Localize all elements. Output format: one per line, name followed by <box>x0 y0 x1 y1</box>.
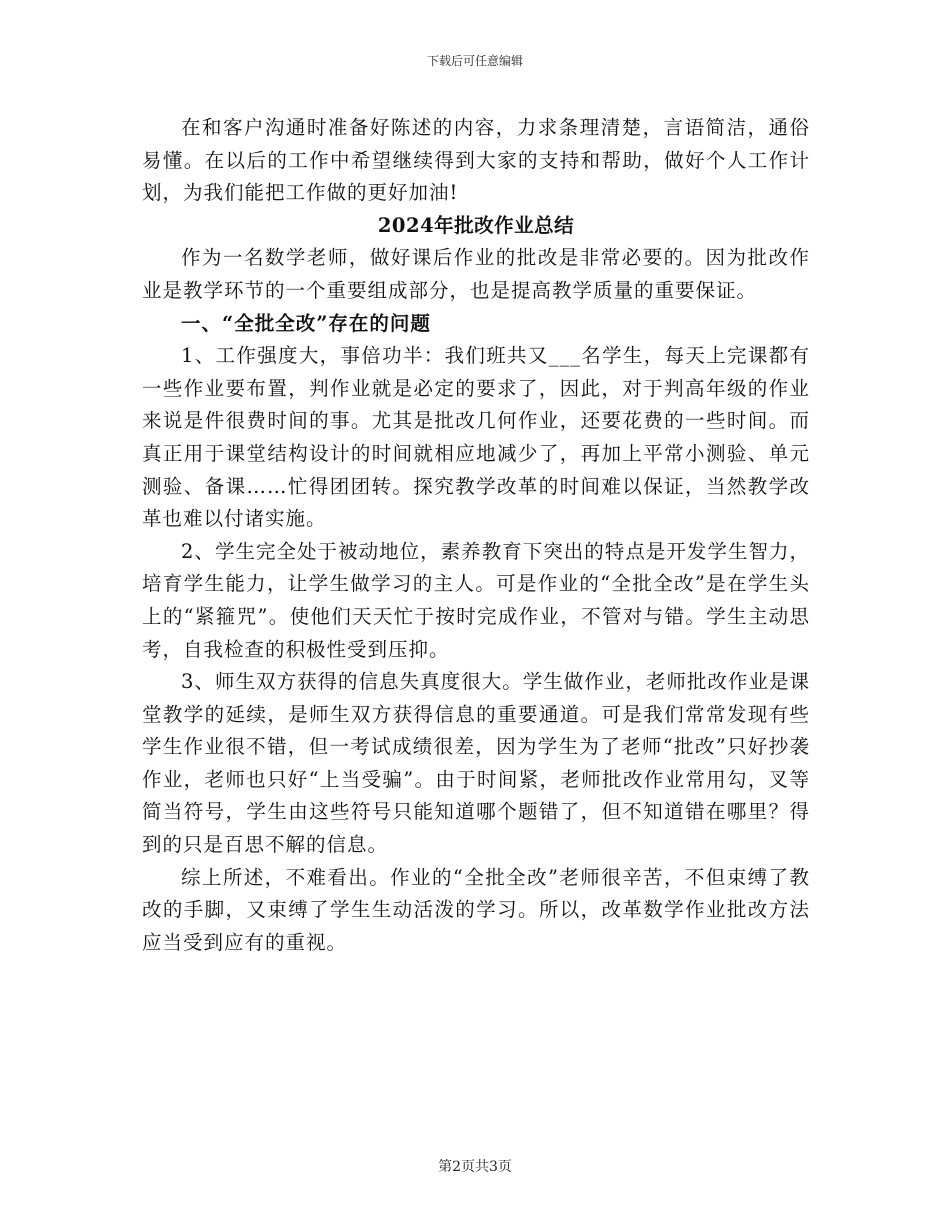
document-title: 2024年批改作业总结 <box>377 213 575 237</box>
problem-point-1: 1、工作强度大，事倍功半：我们班共又___名学生，每天上完课都有一些作业要布置，判作业就是必定的要求了，因此，对于判高年级的作业来说是件很费时间的事。尤其是批改几何作业，还要花费的一些时间。而真正用于课堂结构设计的时间就相应地减少了，再加上平常小测验、单元测验、备课……忙得团团转。探究教学改革的时间难以保证，当然教学改革也难以付诸实施。 <box>142 344 810 531</box>
document-body <box>142 112 810 959</box>
page-header: 下载后可任意编辑 <box>426 54 523 68</box>
section-heading-problems: 一、“全批全改”存在的问题 <box>181 311 431 335</box>
problem-point-2: 2、学生完全处于被动地位，素养教育下突出的特点是开发学生智力，培育学生能力，让学生做学习的主人。可是作业的“全批全改”是在学生头上的“紧箍咒”。使他们天天忙于按时完成作业，不管对与错。学生主动思考，自我检查的积极性受到压抑。 <box>142 539 810 661</box>
intro-paragraph: 在和客户沟通时准备好陈述的内容，力求条理清楚，言语简洁，通俗易懂。在以后的工作中希望继续得到大家的支持和帮助，做好个人工作计划，为我们能把工作做的更好加油! <box>142 116 810 205</box>
summary-paragraph: 综上所述，不难看出。作业的“全批全改”老师很辛苦，不但束缚了教改的手脚，又束缚了学生生动活泼的学习。所以，改革数学作业批改方法应当受到应有的重视。 <box>142 865 810 954</box>
problem-point-3: 3、师生双方获得的信息失真度很大。学生做作业，老师批改作业是课堂教学的延续，是师生双方获得信息的重要通道。可是我们常常发现有些学生作业很不错，但一考试成绩很差，因为学生为了老师“批改”只好抄袭作业，老师也只好“上当受骗”。由于时间紧，老师批改作业常用勾，叉等简当符号，学生由这些符号只能知道哪个题错了，但不知道错在哪里？得到的只是百思不解的信息。 <box>142 670 810 857</box>
opening-paragraph: 作为一名数学老师，做好课后作业的批改是非常必要的。因为批改作业是教学环节的一个重要组成部分，也是提高教学质量的重要保证。 <box>142 246 810 302</box>
page-number: 第2页共3页 <box>438 1159 512 1175</box>
